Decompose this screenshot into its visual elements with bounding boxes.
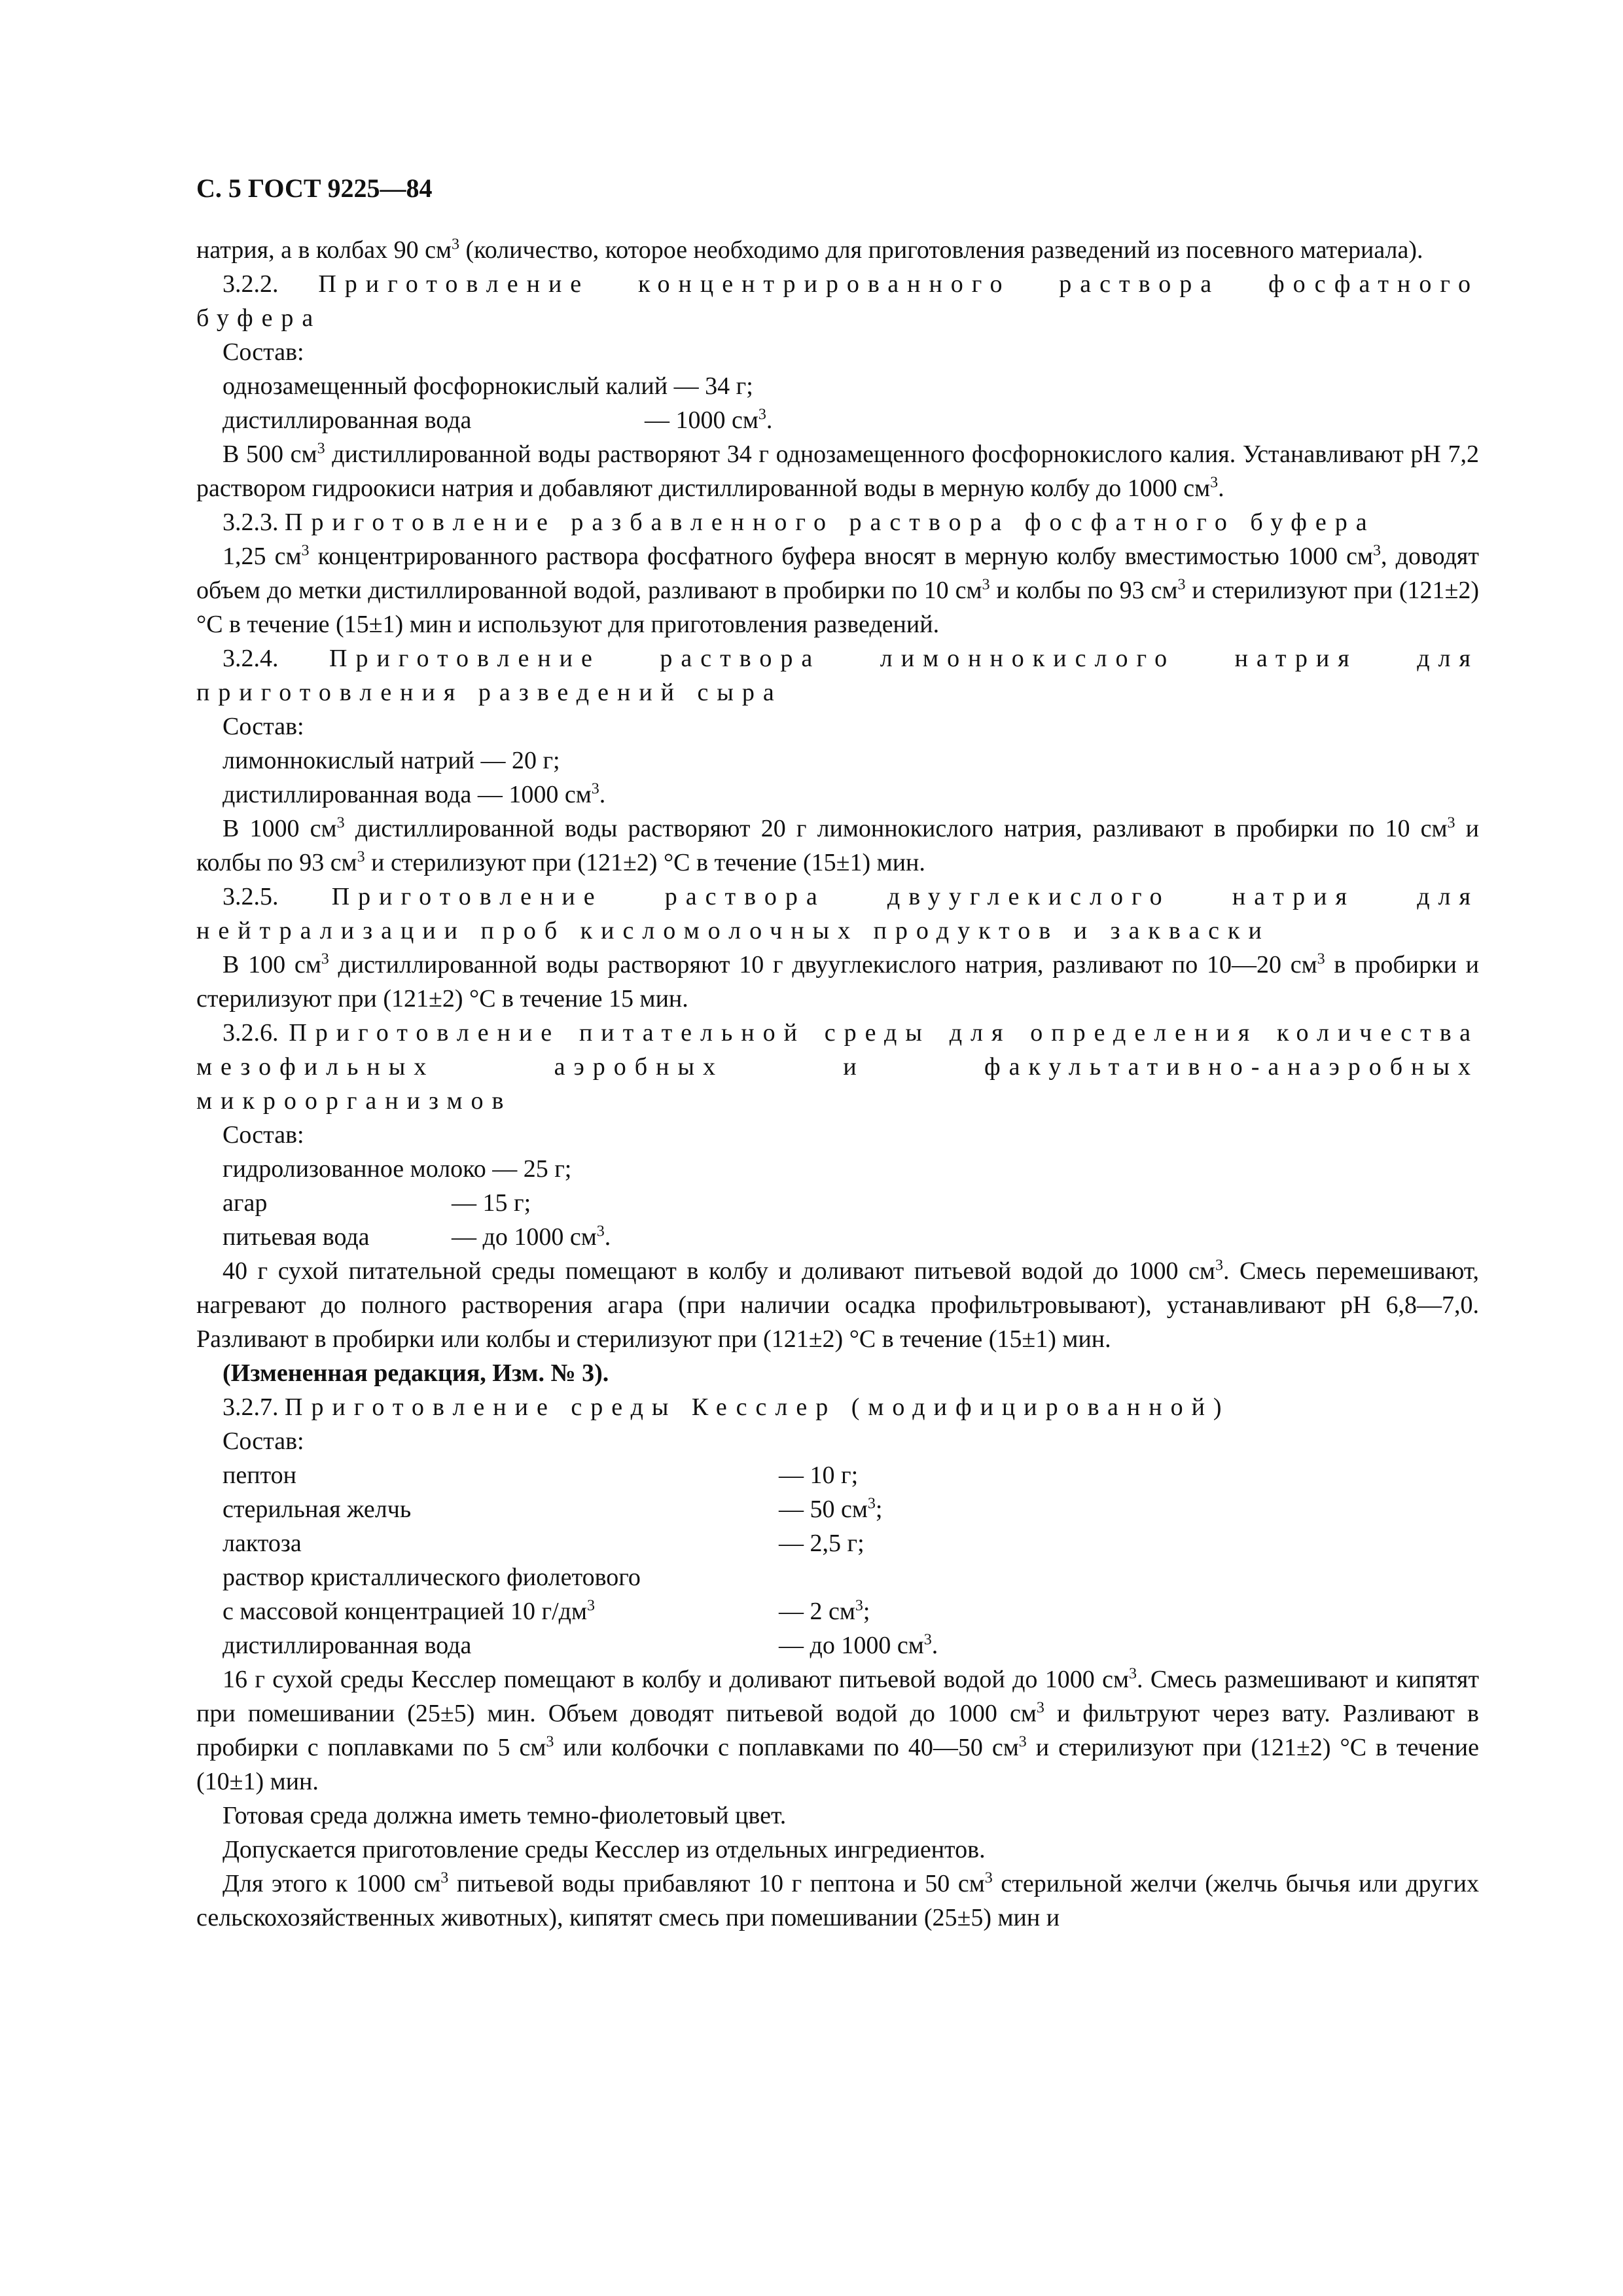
punctuation: ;	[875, 1496, 883, 1523]
text-run: концентрированного раствора фосфатного буфера вносят в мерную колбу вместимостью 1000 см	[309, 543, 1374, 570]
text-run: 40 г сухой питательной среды помещают в колбу и доливают питьевой водой до 1000 см	[223, 1257, 1215, 1285]
superscript: 3	[923, 1631, 932, 1649]
punctuation: .	[1218, 475, 1224, 502]
section-number: 3.2.3.	[223, 509, 279, 536]
superscript: 3	[301, 542, 310, 560]
text-run: и колбы по 93 см	[990, 577, 1178, 604]
ingredient-amount: — 15 г;	[452, 1189, 531, 1217]
superscript: 3	[758, 406, 766, 423]
section-title: Приготовление раствора двууглекислого натрия для нейтрализации проб кисломолочных продуктов и закваски	[196, 883, 1479, 944]
page-body	[196, 233, 1479, 1935]
section-heading-3-2-7	[196, 1390, 1479, 1424]
page-header: С. 5 ГОСТ 9225—84	[196, 173, 433, 203]
paragraph	[196, 948, 1479, 1016]
paragraph	[196, 1867, 1479, 1935]
ingredient-amount: — 2,5 г;	[779, 1530, 865, 1557]
ingredient-amount: — до 1000 см	[779, 1632, 924, 1659]
section-number: 3.2.6.	[223, 1019, 279, 1047]
composition-item	[196, 1492, 1479, 1526]
section-title: Приготовление среды Кесслер (модифицированной)	[285, 1393, 1230, 1421]
superscript: 3	[1177, 576, 1186, 594]
ingredient-name: дистиллированная вода	[223, 1632, 472, 1659]
section-heading-3-2-3	[196, 505, 1479, 539]
ingredient-amount: — 10 г;	[779, 1462, 859, 1489]
composition-label: Состав:	[223, 1427, 304, 1455]
superscript: 3	[1036, 1699, 1044, 1717]
superscript: 3	[321, 950, 329, 968]
section-title: Приготовление питательной среды для определения количества мезофильных аэробных и факультативно-анаэробных микроорганизмов	[196, 1019, 1480, 1115]
punctuation: ;	[863, 1598, 870, 1625]
superscript: 3	[1373, 542, 1382, 560]
ingredient-line: дистиллированная вода — 1000 см	[223, 781, 592, 808]
section-title: Приготовление раствора лимоннокислого натрия для приготовления разведений сыра	[196, 645, 1480, 706]
superscript: 3	[1215, 1257, 1223, 1274]
paragraph-continuation	[196, 233, 1479, 267]
ingredient-name: пептон	[223, 1462, 296, 1489]
text-run: Для этого к 1000 см	[223, 1870, 441, 1897]
punctuation: .	[604, 1223, 611, 1251]
ingredient-name: агар	[223, 1189, 268, 1217]
section-number: 3.2.4.	[223, 645, 279, 672]
ingredient-name: дистиллированная вода	[223, 406, 472, 434]
text-run: . Смесь перемешивают, нагревают до полного растворения агара (при наличии осадка профильтровывают), устанавливают рН 6,8—7,0. Разливают в пробирки или колбы и стерилизуют при (121±2) °С в течение (15±1) мин.	[196, 1257, 1479, 1353]
superscript: 3	[440, 1869, 449, 1887]
ingredient-amount: — до 1000 см	[452, 1223, 597, 1251]
composition-item	[196, 1458, 1479, 1492]
paragraph	[196, 539, 1479, 641]
composition-label: Состав:	[223, 713, 304, 740]
ingredient-amount: — 2 см	[779, 1598, 855, 1625]
composition-item	[196, 1628, 1479, 1662]
text-run: дистиллированной воды растворяют 10 г двууглекислого натрия, разливают по 10—20 см	[329, 951, 1317, 978]
punctuation: .	[931, 1632, 938, 1659]
text-run: или колбочки с поплавками по 40—50 см	[554, 1734, 1019, 1761]
superscript: 3	[1210, 474, 1219, 492]
superscript: 3	[867, 1495, 876, 1513]
text-run: стерильной желчи (желчь бычья или других сельскохозяйственных животных), кипятят смесь при помешивании (25±5) мин и	[196, 1870, 1479, 1931]
section-title: Приготовление разбавленного раствора фосфатного буфера	[285, 509, 1376, 536]
composition-item	[196, 1220, 1479, 1254]
text-run: В 500 см	[223, 440, 317, 468]
paragraph	[196, 437, 1479, 505]
section-heading-3-2-5	[196, 880, 1479, 948]
superscript: 3	[452, 236, 460, 253]
superscript: 3	[546, 1733, 554, 1751]
superscript: 3	[982, 576, 990, 594]
composition-item	[196, 1594, 1479, 1628]
superscript: 3	[596, 1223, 605, 1240]
text-run: натрия, а в колбах 90 см	[196, 236, 452, 264]
composition-item	[196, 1186, 1479, 1220]
superscript: 3	[1018, 1733, 1027, 1751]
paragraph	[196, 812, 1479, 880]
superscript: 3	[336, 814, 345, 832]
superscript: 3	[591, 780, 599, 798]
text-run: и стерилизуют при (121±2) °С в течение (10±1) мин.	[196, 1734, 1479, 1795]
text-run: и стерилизуют при (121±2) °С в течение (15±1) мин.	[365, 849, 925, 876]
superscript: 3	[1317, 950, 1325, 968]
composition-label: Состав:	[223, 1121, 304, 1149]
composition-item	[196, 1526, 1479, 1560]
punctuation: .	[599, 781, 606, 808]
superscript: 3	[1129, 1665, 1137, 1683]
text-run: в пробирки и стерилизуют при (121±2) °С в течение 15 мин.	[196, 951, 1479, 1013]
superscript: 3	[587, 1597, 596, 1615]
text-run: . Смесь размешивают и кипятят при помешивании (25±5) мин. Объем доводят питьевой водой до 1000 см	[196, 1666, 1479, 1727]
text-run: В 100 см	[223, 951, 321, 978]
text-run: питьевой воды прибавляют 10 г пептона и 50 см	[448, 1870, 985, 1897]
text-run: 16 г сухой среды Кесслер помещают в колбу и доливают питьевой водой до 1000 см	[223, 1666, 1129, 1693]
text-run: и колбы по 93 см	[196, 815, 1480, 876]
superscript: 3	[357, 848, 365, 866]
ingredient-name	[223, 1594, 779, 1628]
composition-item: гидролизованное молоко — 25 г;	[223, 1155, 572, 1183]
ingredient-name: питьевая вода	[223, 1223, 370, 1251]
text-run: , доводят объем до метки дистиллированной водой, разливают в пробирки по 10 см	[196, 543, 1479, 604]
punctuation: .	[766, 406, 773, 434]
paragraph	[196, 1254, 1479, 1356]
text-run: (количество, которое необходимо для приготовления разведений из посевного материала).	[459, 236, 1423, 264]
text-run: и фильтруют через вату. Разливают в пробирки с поплавками по 5 см	[196, 1700, 1479, 1761]
section-number: 3.2.2.	[223, 270, 279, 298]
composition-item: лимоннокислый натрий — 20 г;	[223, 747, 560, 774]
text-run: 1,25 см	[223, 543, 302, 570]
superscript: 3	[855, 1597, 863, 1615]
ingredient-amount: — 50 см	[779, 1496, 868, 1523]
section-heading-3-2-4	[196, 641, 1479, 709]
text-run: и стерилизуют при (121±2) °С в течение (15±1) мин и используют для приготовления разведений.	[196, 577, 1479, 638]
composition-item: однозамещенный фосфорнокислый калий — 34 г;	[223, 372, 753, 400]
section-number: 3.2.5.	[223, 883, 279, 910]
paragraph	[196, 1662, 1479, 1799]
superscript: 3	[317, 440, 325, 457]
section-title: Приготовление концентрированного раствора фосфатного буфера	[196, 270, 1479, 332]
section-number: 3.2.7.	[223, 1393, 279, 1421]
composition-label: Состав:	[223, 338, 304, 366]
composition-item: раствор кристаллического фиолетового	[223, 1564, 641, 1591]
text-run: с массовой концентрацией 10 г/дм	[223, 1598, 588, 1625]
ingredient-name: лактоза	[223, 1530, 302, 1557]
text-run: В 1000 см	[223, 815, 337, 842]
amendment-note: (Измененная редакция, Изм. № 3).	[223, 1359, 609, 1387]
text-run: дистиллированной воды растворяют 34 г однозамещенного фосфорнокислого калия. Устанавливают рН 7,2 раствором гидроокиси натрия и добавляют дистиллированной воды в мерную колбу до 1000 см	[196, 440, 1479, 502]
superscript: 3	[984, 1869, 993, 1887]
section-heading-3-2-6	[196, 1016, 1479, 1118]
section-heading-3-2-2	[196, 267, 1479, 335]
composition-item	[196, 403, 1479, 437]
paragraph: Готовая среда должна иметь темно-фиолетовый цвет.	[223, 1802, 787, 1829]
ingredient-amount: — 1000 см	[645, 406, 758, 434]
paragraph: Допускается приготовление среды Кесслер из отдельных ингредиентов.	[223, 1836, 986, 1863]
composition-item	[196, 778, 1479, 812]
ingredient-name: стерильная желчь	[223, 1496, 412, 1523]
superscript: 3	[1447, 814, 1455, 832]
text-run: дистиллированной воды растворяют 20 г лимоннокислого натрия, разливают в пробирки по 10 см	[344, 815, 1448, 842]
